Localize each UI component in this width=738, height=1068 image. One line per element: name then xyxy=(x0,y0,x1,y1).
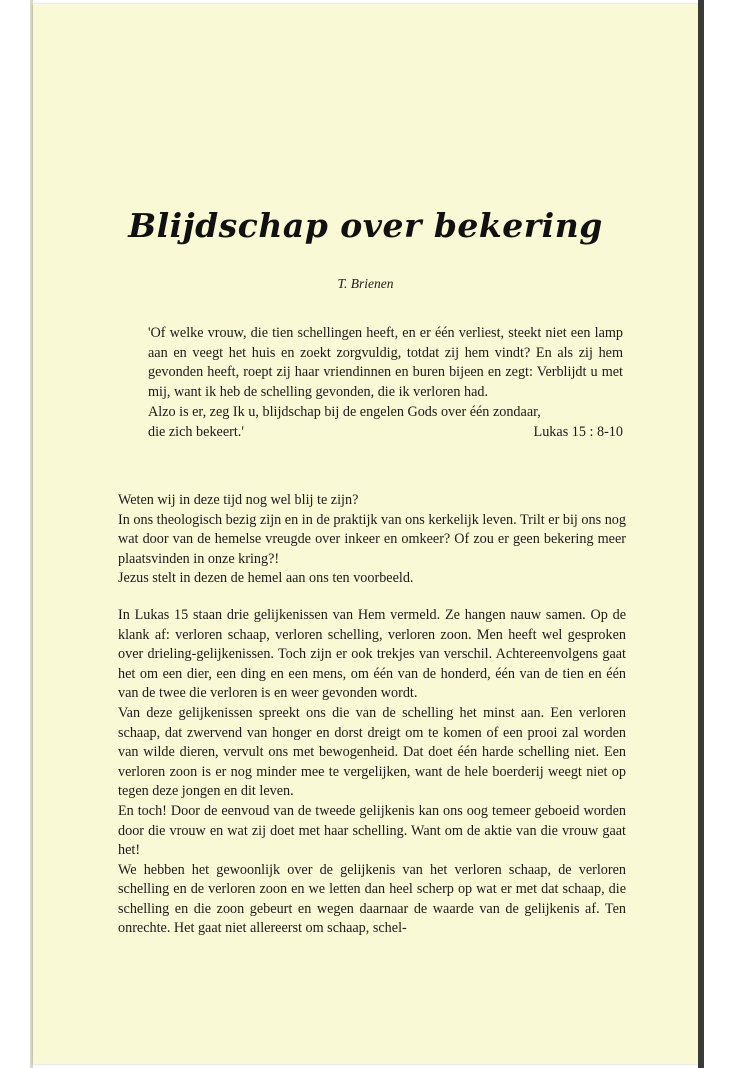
quote-reference: Lukas 15 : 8-10 xyxy=(533,423,623,440)
paragraph-6: En toch! Door de eenvoud van de tweede gelijkenis kan ons oog temeer geboeid worden door die vrouw en wat zij doet met haar schelling. Want om de aktie van die vrouw gaat het! xyxy=(118,802,626,859)
paragraph-gap xyxy=(118,589,626,606)
quote-text-2: Alzo is er, zeg Ik u, blijdschap bij de engelen Gods over één zondaar, xyxy=(148,403,541,420)
paragraph-4: In Lukas 15 staan drie gelijkenissen van Hem vermeld. Ze hangen nauw samen. Op de klank af: verloren schaap, verloren schelling, verloren zoon. Men heeft wel gesproken over drieling-gelijkenissen. Toch zijn er ook trekjes van verschil. Achtereenvolgens gaat het om een dier, een ding en een mens, om één van de honderd, één van de tien en één van de twee die verloren is en weer gevonden wordt. xyxy=(118,606,626,702)
article-body xyxy=(118,491,626,939)
quote-last-line: die zich bekeert.' xyxy=(148,423,244,440)
paragraph-7: We hebben het gewoonlijk over de gelijkenis van het verloren schaap, de verloren schelling en de verloren zoon en we letten dan heel scherp op wat er met dat schaap, die schelling en die zoon gebeurt en wegen daarnaar de waarde van de gelijkenis af. Ten onrechte. Het gaat niet allereerst om schaap, schel- xyxy=(118,861,626,937)
paragraph-1: Weten wij in deze tijd nog wel blij te zijn? xyxy=(118,492,359,508)
paragraph-5: Van deze gelijkenissen spreekt ons die van de schelling het minst aan. Een verloren schaap, dat zwervend van honger en dorst dreigt om te komen of een prooi zal worden van wilde dieren, vervult ons met bewogenheid. Dat doet één harde schelling niet. Een verloren zoon is er nog minder mee te vergelijken, want de hele boerderij weegt niet op tegen deze jongen en dit leven. xyxy=(118,704,626,800)
paragraph-2: In ons theologisch bezig zijn en in de praktijk van ons kerkelijk leven. Trilt er bij ons nog wat door van de hemelse vreugde over inkeer en omkeer? Of zou er geen bekering meer plaatsvinden in onze kring?! xyxy=(118,511,626,567)
quote-text: 'Of welke vrouw, die tien schellingen heeft, en er één verliest, steekt niet een lamp aan en veegt het huis en zoekt zorgvuldig, totdat zij hem vindt? En als zij hem gevonden heeft, roept zij haar vriendinnen en buren bijeen en zegt: Verblijdt u met mij, want ik heb de schelling gevonden, die ik verloren had. xyxy=(148,325,623,401)
scripture-quote xyxy=(148,324,623,442)
quote-reference-line xyxy=(148,423,623,443)
page-edge-right xyxy=(698,0,704,1068)
article-author: T. Brienen xyxy=(337,276,394,291)
document-page xyxy=(33,4,698,1064)
paragraph-3: Jezus stelt in dezen de hemel aan ons ten voorbeeld. xyxy=(118,570,414,587)
article-title: Blijdschap over bekering xyxy=(128,206,603,245)
